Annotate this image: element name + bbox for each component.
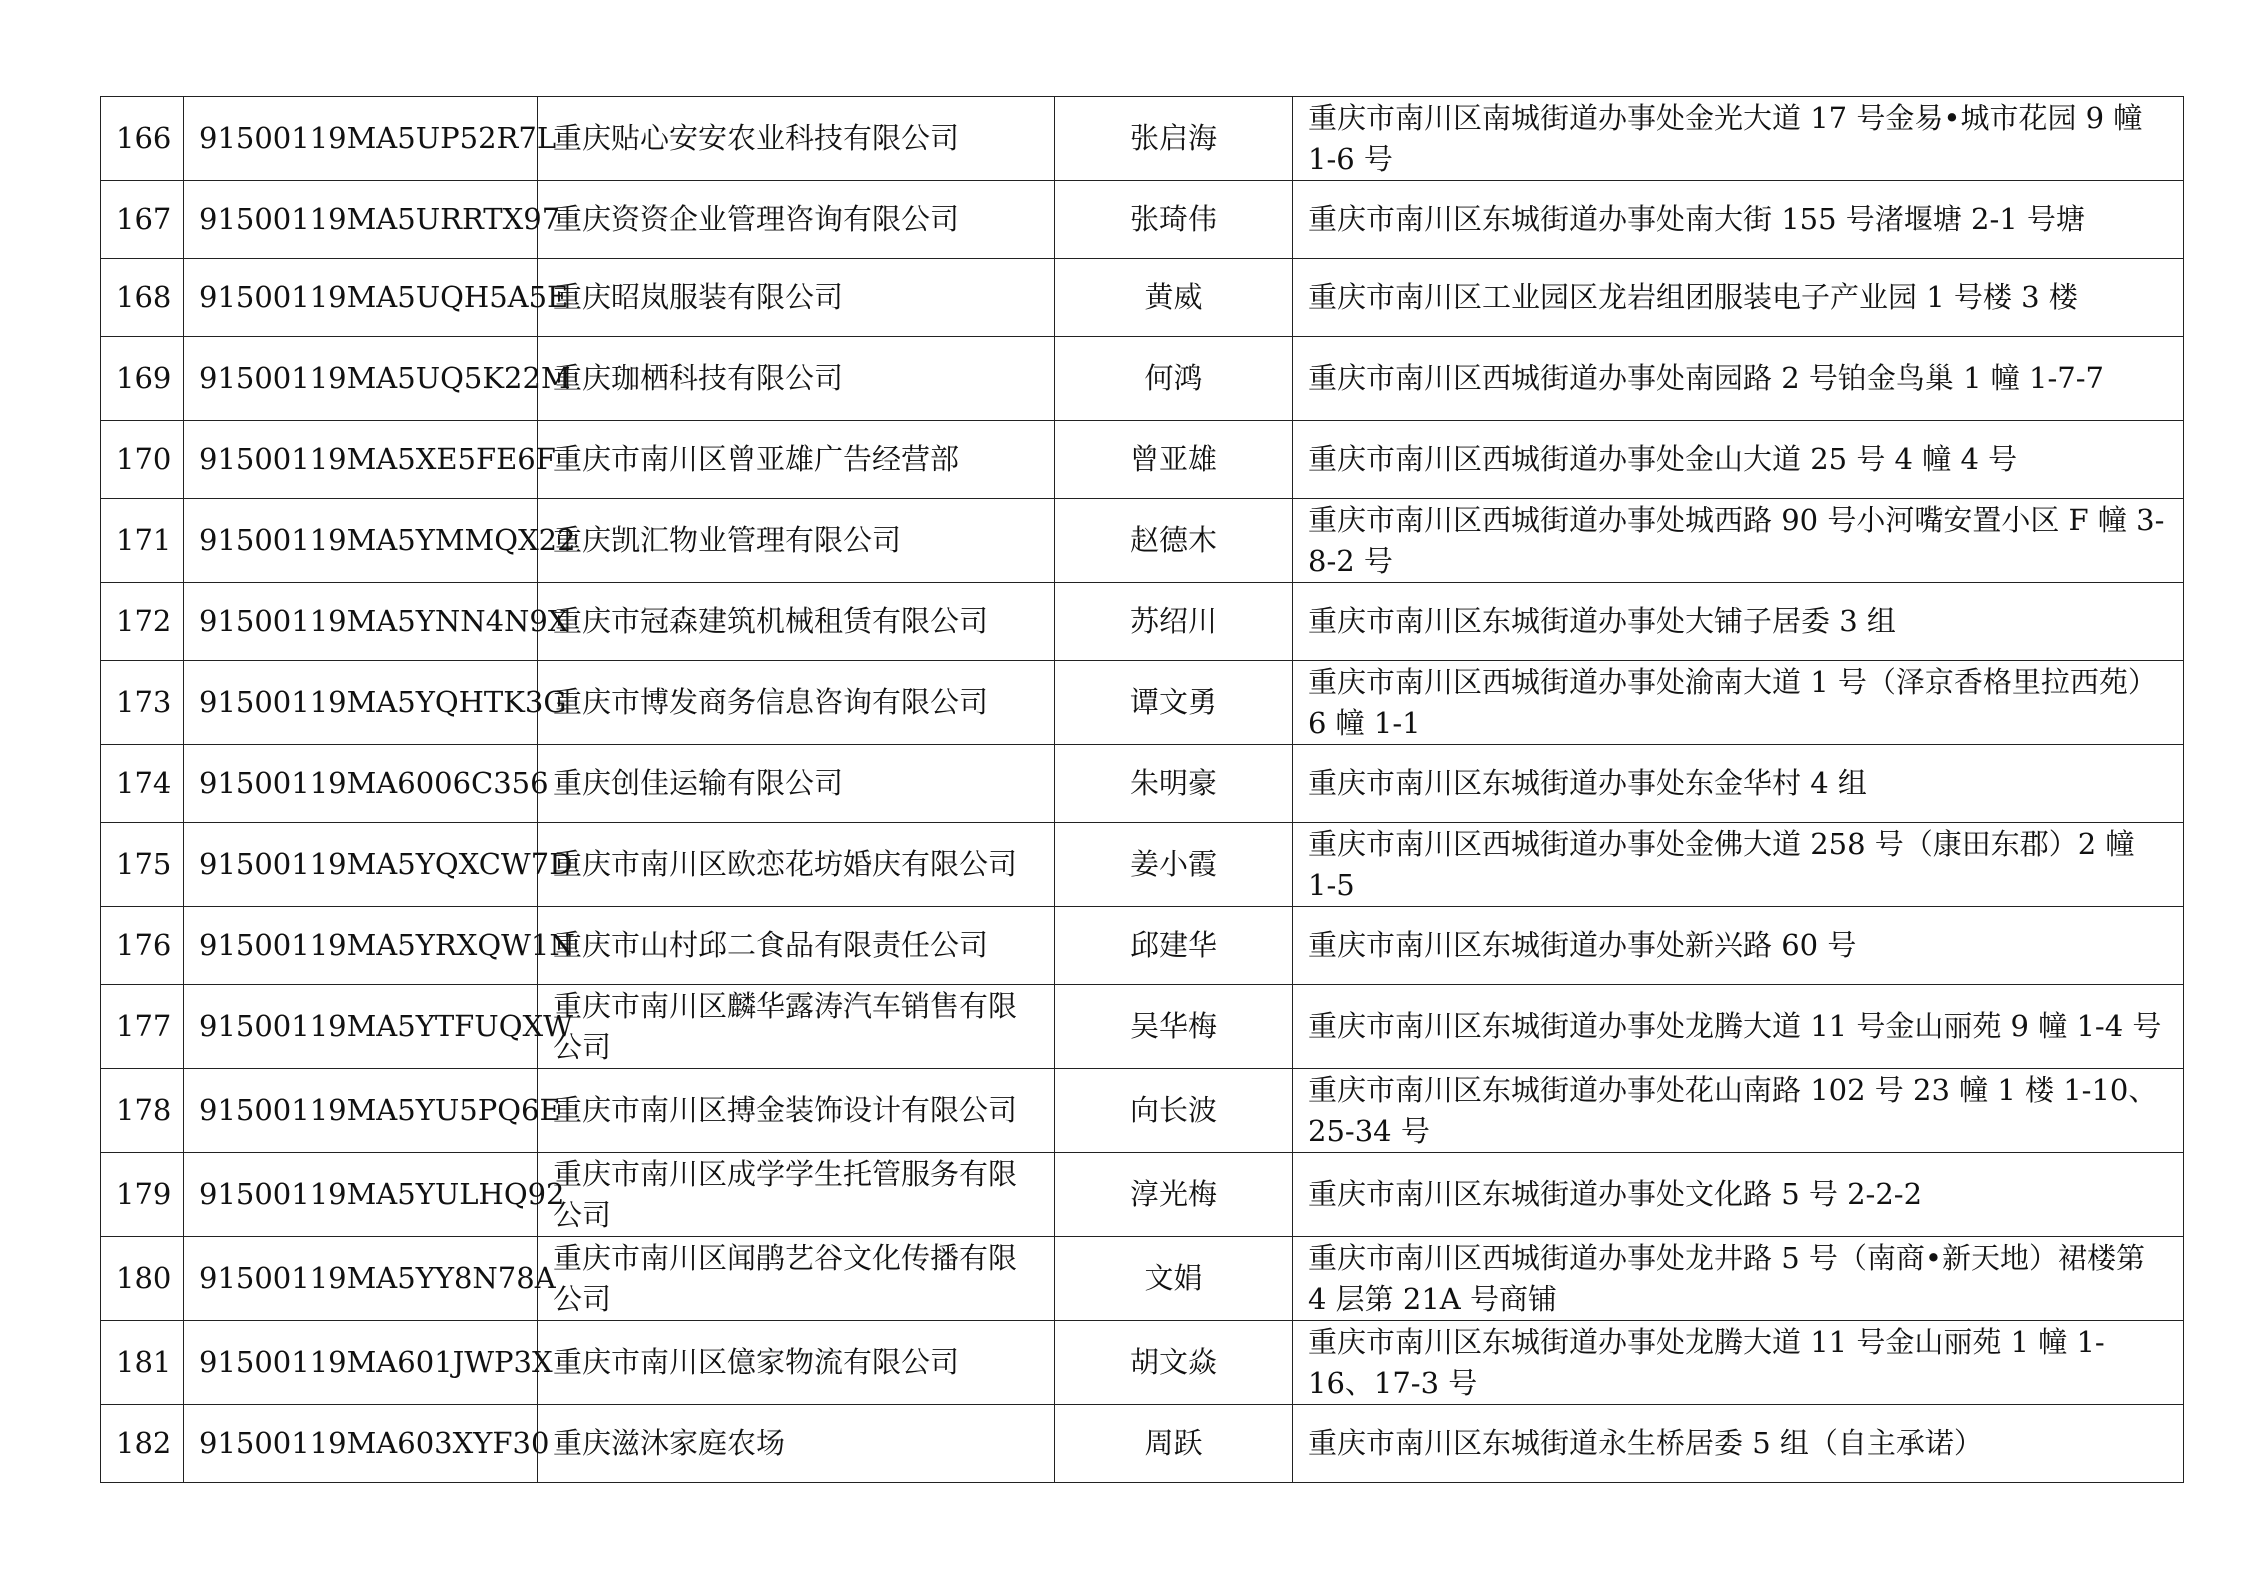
company-address: 重庆市南川区东城街道办事处新兴路 60 号 <box>1293 907 2184 985</box>
legal-person: 何鸿 <box>1055 337 1293 421</box>
table-row <box>101 499 2184 583</box>
legal-person: 张琦伟 <box>1055 181 1293 259</box>
row-number: 176 <box>101 907 184 985</box>
credit-code: 91500119MA5YRXQW1N <box>184 907 538 985</box>
company-address: 重庆市南川区东城街道办事处文化路 5 号 2-2-2 <box>1293 1153 2184 1237</box>
row-number: 172 <box>101 583 184 661</box>
table-body <box>101 97 2184 1483</box>
legal-person: 朱明豪 <box>1055 745 1293 823</box>
company-name: 重庆贴心安安农业科技有限公司 <box>538 97 1055 181</box>
credit-code: 91500119MA5URRTX97 <box>184 181 538 259</box>
row-number: 177 <box>101 985 184 1069</box>
legal-person: 胡文焱 <box>1055 1321 1293 1405</box>
company-address: 重庆市南川区东城街道办事处南大街 155 号渚堰塘 2-1 号塘 <box>1293 181 2184 259</box>
table-row <box>101 907 2184 985</box>
credit-code: 91500119MA5YULHQ92 <box>184 1153 538 1237</box>
company-address: 重庆市南川区东城街道办事处大铺子居委 3 组 <box>1293 583 2184 661</box>
company-name: 重庆资资企业管理咨询有限公司 <box>538 181 1055 259</box>
company-name: 重庆昭岚服装有限公司 <box>538 259 1055 337</box>
company-address: 重庆市南川区西城街道办事处城西路 90 号小河嘴安置小区 F 幢 3-8-2 号 <box>1293 499 2184 583</box>
table-row <box>101 661 2184 745</box>
table-row <box>101 421 2184 499</box>
credit-code: 91500119MA5YY8N78A <box>184 1237 538 1321</box>
credit-code: 91500119MA5YU5PQ6E <box>184 1069 538 1153</box>
row-number: 178 <box>101 1069 184 1153</box>
row-number: 174 <box>101 745 184 823</box>
row-number: 180 <box>101 1237 184 1321</box>
row-number: 168 <box>101 259 184 337</box>
row-number: 167 <box>101 181 184 259</box>
legal-person: 周跃 <box>1055 1405 1293 1483</box>
credit-code: 91500119MA603XYF30 <box>184 1405 538 1483</box>
row-number: 181 <box>101 1321 184 1405</box>
company-name: 重庆珈栖科技有限公司 <box>538 337 1055 421</box>
legal-person: 文娟 <box>1055 1237 1293 1321</box>
enterprise-table <box>100 96 2184 1483</box>
legal-person: 邱建华 <box>1055 907 1293 985</box>
company-name: 重庆滋沐家庭农场 <box>538 1405 1055 1483</box>
credit-code: 91500119MA5UQ5K22M <box>184 337 538 421</box>
table-row <box>101 337 2184 421</box>
table-row <box>101 97 2184 181</box>
table-row <box>101 1069 2184 1153</box>
company-name: 重庆凯汇物业管理有限公司 <box>538 499 1055 583</box>
company-address: 重庆市南川区西城街道办事处金佛大道 258 号（康田东郡）2 幢 1-5 <box>1293 823 2184 907</box>
company-name: 重庆市博发商务信息咨询有限公司 <box>538 661 1055 745</box>
credit-code: 91500119MA5XE5FE6F <box>184 421 538 499</box>
row-number: 182 <box>101 1405 184 1483</box>
credit-code: 91500119MA5UQH5A5E <box>184 259 538 337</box>
table-row <box>101 823 2184 907</box>
table-row <box>101 1153 2184 1237</box>
company-name: 重庆市南川区搏金装饰设计有限公司 <box>538 1069 1055 1153</box>
legal-person: 黄威 <box>1055 259 1293 337</box>
legal-person: 向长波 <box>1055 1069 1293 1153</box>
legal-person: 苏绍川 <box>1055 583 1293 661</box>
row-number: 175 <box>101 823 184 907</box>
row-number: 179 <box>101 1153 184 1237</box>
company-address: 重庆市南川区西城街道办事处南园路 2 号铂金鸟巢 1 幢 1-7-7 <box>1293 337 2184 421</box>
table-row <box>101 583 2184 661</box>
table-row <box>101 259 2184 337</box>
credit-code: 91500119MA601JWP3X <box>184 1321 538 1405</box>
legal-person: 吴华梅 <box>1055 985 1293 1069</box>
legal-person: 赵德木 <box>1055 499 1293 583</box>
company-address: 重庆市南川区东城街道办事处龙腾大道 11 号金山丽苑 9 幢 1-4 号 <box>1293 985 2184 1069</box>
company-name: 重庆市南川区麟华露涛汽车销售有限公司 <box>538 985 1055 1069</box>
credit-code: 91500119MA5YTFUQXW <box>184 985 538 1069</box>
company-address: 重庆市南川区南城街道办事处金光大道 17 号金易•城市花园 9 幢 1-6 号 <box>1293 97 2184 181</box>
row-number: 173 <box>101 661 184 745</box>
row-number: 170 <box>101 421 184 499</box>
row-number: 169 <box>101 337 184 421</box>
company-address: 重庆市南川区东城街道永生桥居委 5 组（自主承诺） <box>1293 1405 2184 1483</box>
credit-code: 91500119MA6006C356 <box>184 745 538 823</box>
company-address: 重庆市南川区西城街道办事处渝南大道 1 号（泽京香格里拉西苑）6 幢 1-1 <box>1293 661 2184 745</box>
table-row <box>101 1405 2184 1483</box>
credit-code: 91500119MA5YQXCW7D <box>184 823 538 907</box>
company-name: 重庆市南川区億家物流有限公司 <box>538 1321 1055 1405</box>
table-row <box>101 1321 2184 1405</box>
table-row <box>101 745 2184 823</box>
table-row <box>101 181 2184 259</box>
company-name: 重庆市冠森建筑机械租赁有限公司 <box>538 583 1055 661</box>
table-row <box>101 985 2184 1069</box>
row-number: 171 <box>101 499 184 583</box>
legal-person: 曾亚雄 <box>1055 421 1293 499</box>
company-name: 重庆市南川区曾亚雄广告经营部 <box>538 421 1055 499</box>
row-number: 166 <box>101 97 184 181</box>
credit-code: 91500119MA5YNN4N9X <box>184 583 538 661</box>
credit-code: 91500119MA5YMMQX22 <box>184 499 538 583</box>
company-address: 重庆市南川区工业园区龙岩组团服装电子产业园 1 号楼 3 楼 <box>1293 259 2184 337</box>
credit-code: 91500119MA5UP52R7L <box>184 97 538 181</box>
company-name: 重庆市南川区闻鹃艺谷文化传播有限公司 <box>538 1237 1055 1321</box>
company-address: 重庆市南川区东城街道办事处龙腾大道 11 号金山丽苑 1 幢 1-16、17-3 号 <box>1293 1321 2184 1405</box>
legal-person: 淳光梅 <box>1055 1153 1293 1237</box>
company-address: 重庆市南川区东城街道办事处花山南路 102 号 23 幢 1 楼 1-10、25-34 号 <box>1293 1069 2184 1153</box>
company-address: 重庆市南川区东城街道办事处东金华村 4 组 <box>1293 745 2184 823</box>
company-name: 重庆市南川区欧恋花坊婚庆有限公司 <box>538 823 1055 907</box>
table-row <box>101 1237 2184 1321</box>
company-name: 重庆创佳运输有限公司 <box>538 745 1055 823</box>
company-name: 重庆市山村邱二食品有限责任公司 <box>538 907 1055 985</box>
company-name: 重庆市南川区成学学生托管服务有限公司 <box>538 1153 1055 1237</box>
legal-person: 谭文勇 <box>1055 661 1293 745</box>
company-address: 重庆市南川区西城街道办事处金山大道 25 号 4 幢 4 号 <box>1293 421 2184 499</box>
legal-person: 张启海 <box>1055 97 1293 181</box>
company-address: 重庆市南川区西城街道办事处龙井路 5 号（南商•新天地）裙楼第 4 层第 21A 号商铺 <box>1293 1237 2184 1321</box>
legal-person: 姜小霞 <box>1055 823 1293 907</box>
credit-code: 91500119MA5YQHTK3G <box>184 661 538 745</box>
